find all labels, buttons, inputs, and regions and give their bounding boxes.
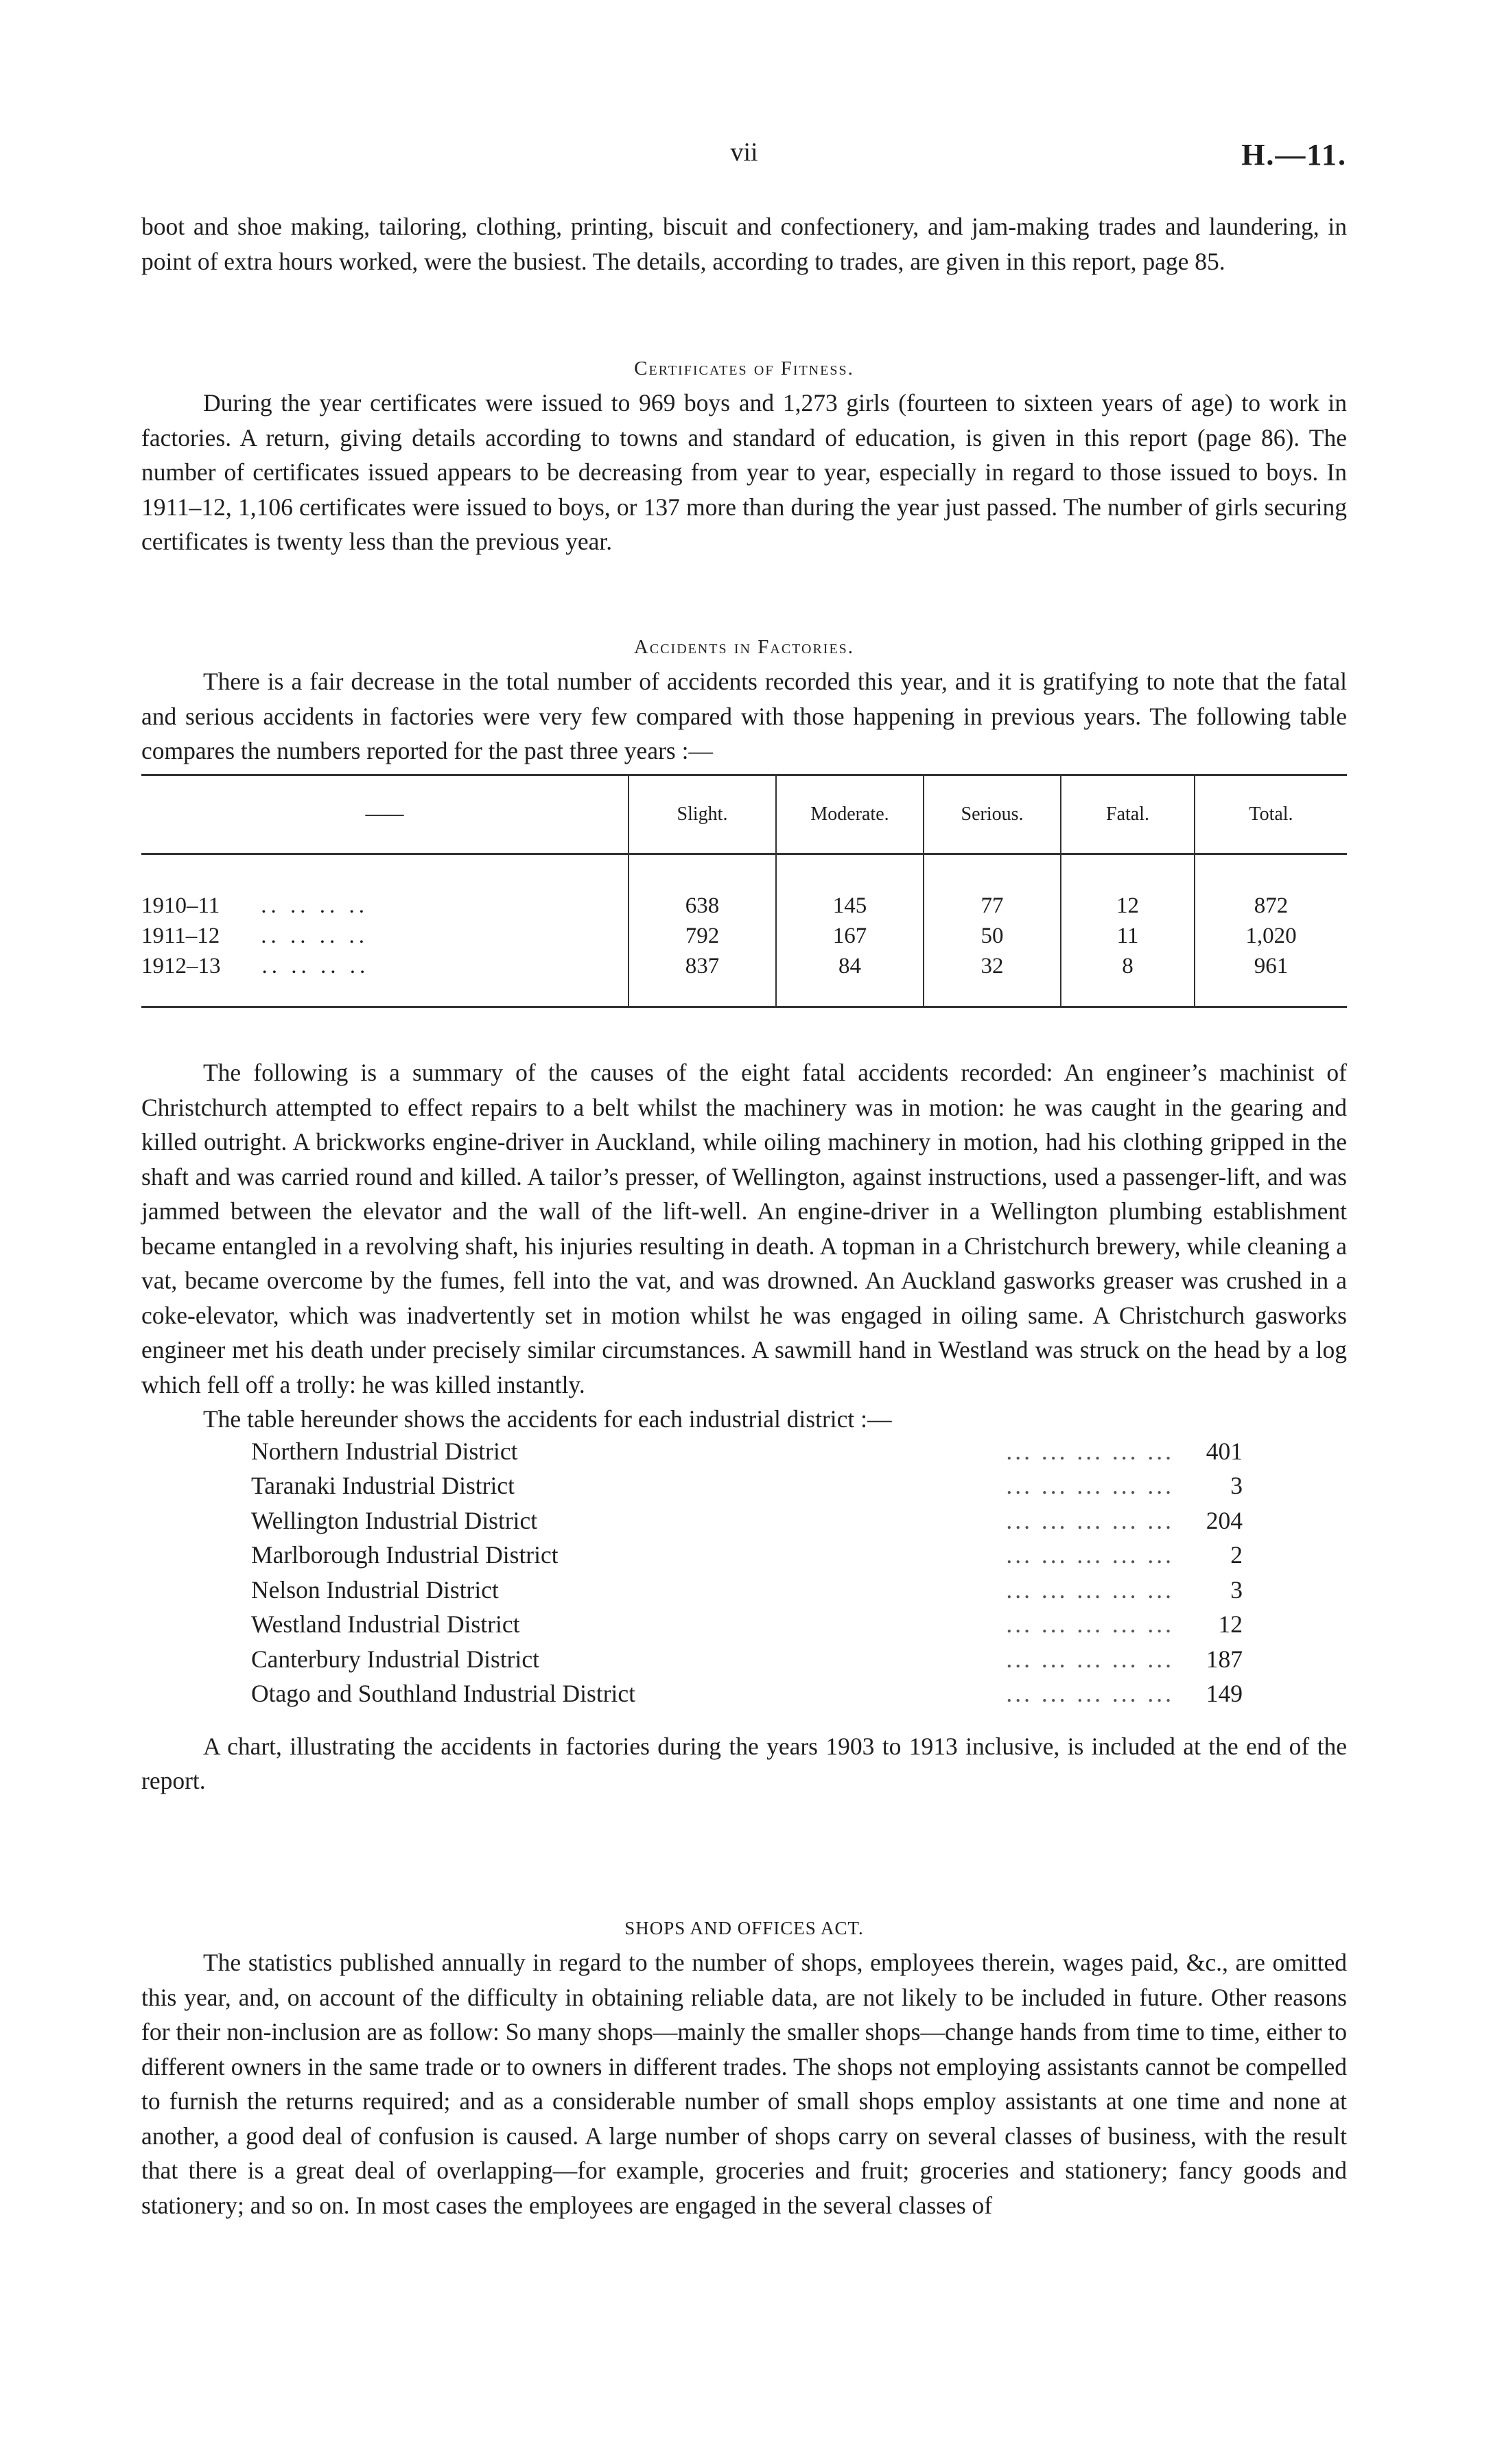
row-leader: .. .. .. .. [261,893,369,918]
district-name: Canterbury Industrial District [251,1645,539,1673]
table-row [141,951,1347,1007]
district-name: Westland Industrial District [251,1610,520,1638]
fatal-cell: 8 [1061,951,1195,1007]
accidents-table [141,774,1347,1008]
chart-note: A chart, illustrating the accidents in factories during the years 1903 to 1913 inclusive, is included at the end of the report. [141,1732,1347,1794]
page-header [141,137,1347,178]
serious-cell: 77 [924,854,1061,921]
district-leader: ... ... ... ... ... [1006,1541,1174,1569]
header-total: Total. [1195,775,1347,854]
year-cell [141,951,629,1007]
shops-heading: SHOPS AND OFFICES ACT. [624,1918,864,1938]
serious-cell: 50 [924,921,1061,951]
accidents-paragraph: There is a fair decrease in the total number of accidents recorded this year, and it is gratifying to note that the fatal and serious accidents in factories were very few compared with those happening in previous years. The following table compares the numbers reported for the past three years :— [141,668,1347,764]
document-reference: H.—11. [1241,138,1347,172]
row-leader: .. .. .. .. [261,923,369,948]
accidents-table-header [141,775,1347,854]
district-name: Wellington Industrial District [251,1506,538,1534]
shops-paragraph: The statistics published annually in regard to the number of shops, employees therein, wages paid, &c., are omitted this year, and, on account of the difficulty in obtaining reliable data, are not likely to be included in future. Other reasons for their non-inclusion are as follow: So many shops—mainly the smaller shops—change hands from time to time, either to different owners in the same trade or to owners in different trades. The shops not employing assistants cannot be compelled to furnish the returns required; and as a considerable number of small shops employ assistants at one time and none at another, a good deal of confusion is caused. A large number of shops carry on several classes of business, with the result that there is a great deal of overlapping—for example, groceries and fruit; groceries and stationery; fancy goods and stationery; and so on. In most cases the employees are engaged in the several classes of [141,1949,1347,2219]
accidents-section [141,630,1347,1008]
intro-paragraph: boot and shoe making, tailoring, clothing, printing, biscuit and confectionery, and jam-making trades and laundering, in point of extra hours worked, were the busiest. The details, according to trades, are given in this report, page 85. [141,213,1347,275]
list-item [251,1575,1243,1610]
list-item [251,1645,1243,1680]
list-item [251,1679,1243,1714]
total-cell: 872 [1195,854,1347,921]
accidents-heading: Accidents in Factories. [633,636,855,658]
year-cell [141,921,629,951]
header-serious: Serious. [924,775,1061,854]
row-leader: .. .. .. .. [261,953,370,978]
moderate-cell: 84 [776,951,924,1007]
moderate-cell: 145 [776,854,924,921]
total-cell: 1,020 [1195,921,1347,951]
list-item [251,1437,1243,1472]
certificates-heading: Certificates of Fitness. [634,357,854,379]
fatal-cell: 12 [1061,854,1195,921]
district-leader: ... ... ... ... ... [1006,1437,1174,1465]
list-item [251,1610,1243,1645]
district-list [251,1437,1243,1714]
district-value: 187 [1206,1645,1243,1673]
district-value: 401 [1206,1437,1243,1465]
district-value: 3 [1230,1575,1243,1604]
district-name: Otago and Southland Industrial District [251,1680,636,1707]
total-cell: 961 [1195,951,1347,1007]
district-leader: ... ... ... ... ... [1006,1680,1174,1707]
slight-cell: 638 [629,854,776,921]
district-name: Taranaki Industrial District [251,1472,515,1499]
district-leader: ... ... ... ... ... [1006,1472,1174,1499]
year-label: 1912–13 [141,953,221,978]
district-leader: ... ... ... ... ... [1006,1645,1174,1673]
certificates-section [141,351,1347,559]
year-label: 1910–11 [141,893,220,918]
serious-cell: 32 [924,951,1061,1007]
district-leader: ... ... ... ... ... [1006,1610,1174,1638]
list-item [251,1506,1243,1541]
table-row [141,921,1347,951]
district-leader: ... ... ... ... ... [1006,1506,1174,1534]
page-number: vii [730,138,758,167]
header-moderate: Moderate. [776,775,924,854]
certificates-paragraph: During the year certificates were issued to 969 boys and 1,273 girls (fourteen to sixteen years of age) to work in factories. A return, giving details according to towns and standard of education, is given in this report (page 86). The number of certificates issued appears to be decreasing from year to year, especially in regard to those issued to boys. In 1911–12, 1,106 certificates were issued to boys, or 137 more than during the year just passed. The number of girls securing certificates is twenty less than the previous year. [141,389,1347,555]
district-value: 149 [1206,1680,1243,1707]
header-fatal: Fatal. [1061,775,1195,854]
district-value: 204 [1206,1506,1243,1534]
header-slight: Slight. [629,775,776,854]
year-cell [141,854,629,921]
fatal-cell: 11 [1061,921,1195,951]
list-item [251,1471,1243,1506]
slight-cell: 837 [629,951,776,1007]
district-name: Nelson Industrial District [251,1575,499,1604]
table-row [141,854,1347,921]
list-item [251,1540,1243,1575]
year-label: 1911–12 [141,923,220,948]
district-leader: ... ... ... ... ... [1006,1575,1174,1604]
slight-cell: 792 [629,921,776,951]
header-blank: —— [141,775,629,854]
shops-section [141,1911,1347,2222]
moderate-cell: 167 [776,921,924,951]
intro-section [141,209,1347,279]
fatal-summary-section [141,1055,1347,1798]
district-value: 2 [1230,1541,1243,1569]
district-intro: The table hereunder shows the accidents for each industrial district :— [203,1405,892,1433]
district-name: Marlborough Industrial District [251,1541,559,1569]
fatal-summary-paragraph: The following is a summary of the causes of the eight fatal accidents recorded: An engineer’s machinist of Christchurch attempted to effect repairs to a belt whilst the machinery was in motion: he was caught in the gearing and killed outright. A brickworks engine-driver in Auckland, while oiling machinery in motion, had his clothing gripped in the shaft and was carried round and killed. A tailor’s presser, of Wellington, against instructions, used a passenger-lift, and was jammed between the elevator and the wall of the lift-well. An engine-driver in a Wellington plumbing establishment became entangled in a revolving shaft, his injuries resulting in death. A topman in a Christchurch brewery, while cleaning a vat, became overcome by the fumes, fell into the vat, and was drowned. An Auckland gasworks greaser was crushed in a coke-elevator, which was inadvertently set in motion whilst he was engaged in oiling same. A Christchurch gasworks engineer met his death under precisely similar circumstances. A sawmill hand in Westland was struck on the head by a log which fell off a trolly: he was killed instantly. [141,1059,1347,1398]
district-value: 3 [1230,1472,1243,1499]
district-name: Northern Industrial District [251,1437,518,1465]
district-value: 12 [1218,1610,1243,1638]
